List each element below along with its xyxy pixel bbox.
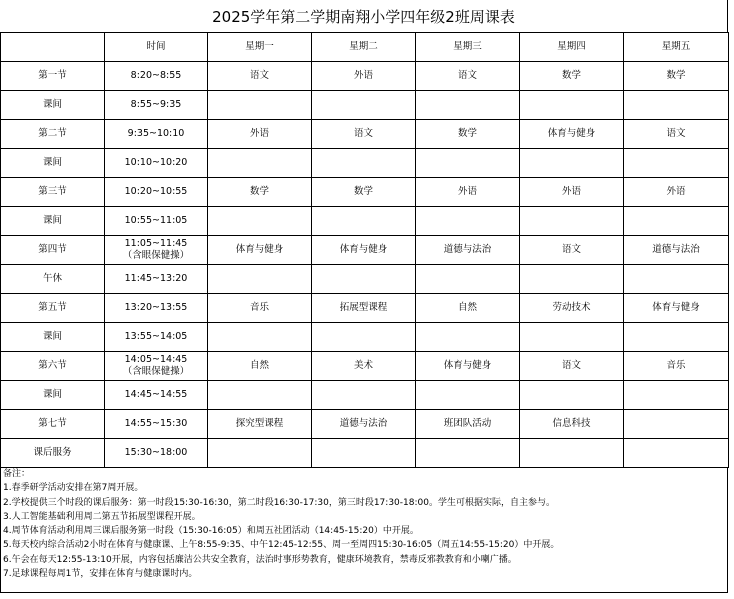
subject-cell-tuesday: [312, 265, 416, 294]
subject-cell-tuesday: [312, 323, 416, 352]
subject-cell-tuesday: 美术: [312, 352, 416, 381]
subject-cell-wednesday: [416, 149, 520, 178]
time-range: 14:55~15:30: [124, 418, 188, 429]
subject-cell-monday: [208, 149, 312, 178]
period-label: 第六节: [1, 352, 105, 381]
period-label: 课间: [1, 207, 105, 236]
subject-cell-tuesday: 语文: [312, 120, 416, 149]
subject-cell-thursday: [520, 265, 624, 294]
time-cell: [105, 236, 208, 265]
subject-cell-wednesday: 道德与法治: [416, 236, 520, 265]
period-label: 午休: [1, 265, 105, 294]
subject-cell-monday: 外语: [208, 120, 312, 149]
subject-cell-monday: 探究型课程: [208, 410, 312, 439]
subject-cell-tuesday: 体育与健身: [312, 236, 416, 265]
time-cell: [105, 207, 208, 236]
time-cell: [105, 410, 208, 439]
subject-cell-friday: 数学: [624, 62, 729, 91]
subject-cell-wednesday: [416, 381, 520, 410]
note-line: 4.周节体育活动利用周三课后服务第一时段（15:30-16:05）和周五社团活动（14:45-15:20）中开展。: [3, 526, 419, 537]
time-range: 14:05~14:45: [124, 354, 188, 365]
subject-cell-monday: [208, 323, 312, 352]
notes-section: [0, 467, 728, 593]
subject-cell-monday: 自然: [208, 352, 312, 381]
header-cell-wednesday: 星期三: [416, 33, 520, 62]
header-cell-tuesday: 星期二: [312, 33, 416, 62]
subject-cell-tuesday: [312, 207, 416, 236]
subject-cell-monday: 体育与健身: [208, 236, 312, 265]
note-line: 1.春季研学活动安排在第7周开展。: [3, 483, 144, 494]
subject-cell-tuesday: 道德与法治: [312, 410, 416, 439]
subject-cell-thursday: 外语: [520, 178, 624, 207]
subject-cell-thursday: 数学: [520, 62, 624, 91]
time-cell: [105, 323, 208, 352]
subject-cell-wednesday: [416, 207, 520, 236]
time-note: （含眼保健操）: [122, 250, 190, 261]
time-range: 10:10~10:20: [124, 157, 188, 168]
time-cell: [105, 120, 208, 149]
subject-cell-wednesday: [416, 439, 520, 468]
subject-cell-thursday: 劳动技术: [520, 294, 624, 323]
subject-cell-monday: [208, 91, 312, 120]
subject-cell-monday: [208, 207, 312, 236]
time-range: 10:55~11:05: [124, 215, 188, 226]
subject-cell-tuesday: 拓展型课程: [312, 294, 416, 323]
subject-cell-wednesday: 班团队活动: [416, 410, 520, 439]
header-cell-corner: [1, 33, 105, 62]
subject-cell-thursday: [520, 149, 624, 178]
subject-cell-wednesday: 数学: [416, 120, 520, 149]
subject-cell-thursday: 语文: [520, 236, 624, 265]
subject-cell-friday: 音乐: [624, 352, 729, 381]
header-cell-friday: 星期五: [624, 33, 729, 62]
period-label: 课间: [1, 149, 105, 178]
table-row: [1, 236, 729, 265]
subject-cell-wednesday: [416, 265, 520, 294]
time-range: 14:45~14:55: [124, 389, 188, 400]
time-range: 10:20~10:55: [124, 186, 188, 197]
period-label: 第一节: [1, 62, 105, 91]
header-cell-monday: 星期一: [208, 33, 312, 62]
note-line: 5.每天校内综合活动2小时在体育与健康课、上午8:55-9:35、中午12:45-12:55、周一至周四15:30-16:05（周五14:55-15:20）中开展。: [3, 540, 560, 551]
time-cell: [105, 352, 208, 381]
subject-cell-monday: [208, 265, 312, 294]
table-row: [1, 207, 729, 236]
time-range: 13:55~14:05: [124, 331, 188, 342]
table-row: [1, 439, 729, 468]
subject-cell-friday: [624, 410, 729, 439]
table-row: [1, 323, 729, 352]
time-cell: [105, 265, 208, 294]
subject-cell-thursday: [520, 91, 624, 120]
subject-cell-tuesday: [312, 91, 416, 120]
table-row: [1, 62, 729, 91]
subject-cell-friday: [624, 323, 729, 352]
subject-cell-monday: [208, 439, 312, 468]
note-line: 7.足球课程每周1节，安排在体育与健康课时内。: [3, 569, 198, 580]
subject-cell-friday: 体育与健身: [624, 294, 729, 323]
time-cell: [105, 149, 208, 178]
timetable-grid: [0, 32, 729, 468]
table-row: [1, 410, 729, 439]
time-range: 13:20~13:55: [124, 302, 188, 313]
subject-cell-tuesday: [312, 439, 416, 468]
subject-cell-thursday: [520, 323, 624, 352]
table-row: [1, 381, 729, 410]
table-row: [1, 294, 729, 323]
subject-cell-tuesday: 数学: [312, 178, 416, 207]
subject-cell-thursday: 语文: [520, 352, 624, 381]
subject-cell-thursday: [520, 381, 624, 410]
subject-cell-tuesday: [312, 381, 416, 410]
subject-cell-thursday: 体育与健身: [520, 120, 624, 149]
note-line: 2.学校提供三个时段的课后服务：第一时段15:30-16:30，第二时段16:30-17:30，第三时段17:30-18:00。学生可根据实际，自主参与。: [3, 497, 555, 508]
time-cell: [105, 381, 208, 410]
subject-cell-friday: 道德与法治: [624, 236, 729, 265]
table-row: [1, 178, 729, 207]
subject-cell-friday: [624, 439, 729, 468]
period-label: 课间: [1, 91, 105, 120]
header-cell-thursday: 星期四: [520, 33, 624, 62]
subject-cell-monday: 语文: [208, 62, 312, 91]
header-row: [1, 33, 729, 62]
subject-cell-tuesday: [312, 149, 416, 178]
time-cell: [105, 178, 208, 207]
time-cell: [105, 91, 208, 120]
time-cell: [105, 62, 208, 91]
period-label: 第五节: [1, 294, 105, 323]
subject-cell-wednesday: [416, 91, 520, 120]
subject-cell-monday: [208, 381, 312, 410]
subject-cell-friday: 语文: [624, 120, 729, 149]
table-row: [1, 265, 729, 294]
time-range: 8:55~9:35: [130, 99, 182, 110]
subject-cell-friday: [624, 207, 729, 236]
table-row: [1, 352, 729, 381]
table-row: [1, 149, 729, 178]
subject-cell-wednesday: [416, 323, 520, 352]
subject-cell-friday: 外语: [624, 178, 729, 207]
subject-cell-wednesday: 外语: [416, 178, 520, 207]
time-cell: [105, 294, 208, 323]
subject-cell-thursday: [520, 439, 624, 468]
period-label: 课后服务: [1, 439, 105, 468]
header-cell-time: 时间: [105, 33, 208, 62]
subject-cell-thursday: 信息科技: [520, 410, 624, 439]
subject-cell-thursday: [520, 207, 624, 236]
time-note: （含眼保健操）: [122, 366, 190, 377]
period-label: 第七节: [1, 410, 105, 439]
period-label: 第四节: [1, 236, 105, 265]
time-range: 9:35~10:10: [127, 128, 185, 139]
period-label: 第三节: [1, 178, 105, 207]
subject-cell-friday: [624, 381, 729, 410]
subject-cell-wednesday: 自然: [416, 294, 520, 323]
subject-cell-monday: 音乐: [208, 294, 312, 323]
subject-cell-friday: [624, 91, 729, 120]
period-label: 课间: [1, 381, 105, 410]
page-title: 2025学年第二学期南翔小学四年级2班周课表: [0, 0, 728, 32]
time-range: 11:45~13:20: [124, 273, 188, 284]
note-line: 6.午会在每天12:55-13:10开展，内容包括廉洁公共安全教育，法治时事形势教育，健康环境教育，禁毒反邪教教育和小喇广播。: [3, 554, 517, 565]
table-row: [1, 91, 729, 120]
note-line: 3.人工智能基础利用周二第五节拓展型课程开展。: [3, 511, 201, 522]
subject-cell-wednesday: 语文: [416, 62, 520, 91]
subject-cell-wednesday: 体育与健身: [416, 352, 520, 381]
time-range: 15:30~18:00: [124, 447, 188, 458]
period-label: 课间: [1, 323, 105, 352]
time-cell: [105, 439, 208, 468]
subject-cell-tuesday: 外语: [312, 62, 416, 91]
subject-cell-friday: [624, 149, 729, 178]
table-row: [1, 120, 729, 149]
period-label: 第二节: [1, 120, 105, 149]
time-range: 8:20~8:55: [130, 70, 182, 81]
time-range: 11:05~11:45: [124, 238, 188, 249]
subject-cell-monday: 数学: [208, 178, 312, 207]
notes-heading: 备注：: [3, 469, 31, 479]
subject-cell-friday: [624, 265, 729, 294]
